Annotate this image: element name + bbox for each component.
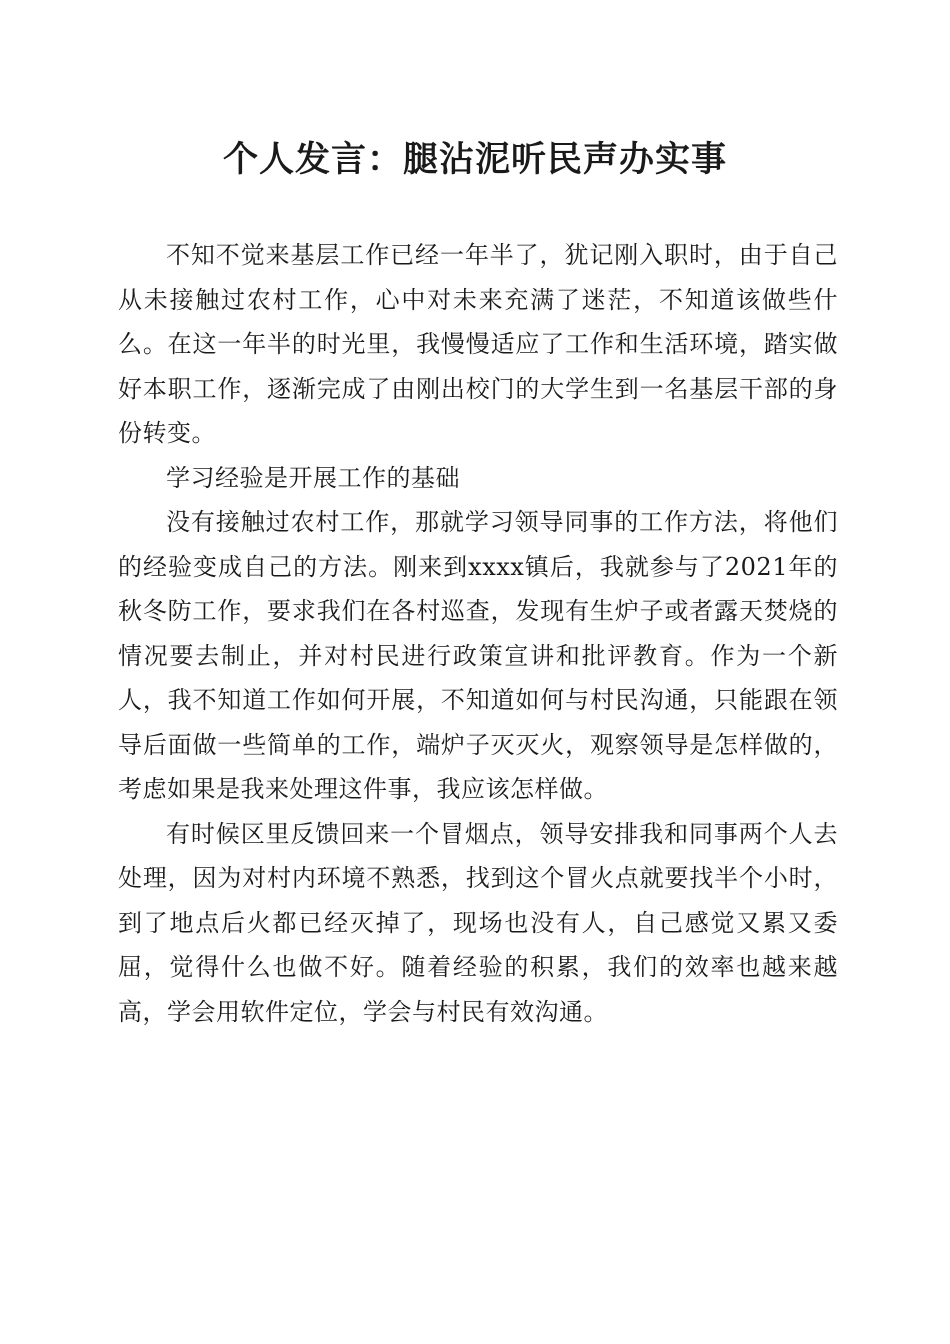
paragraph-smoke-point: 有时候区里反馈回来一个冒烟点，领导安排我和同事两个人去处理，因为对村内环境不熟悉，找到这个冒火点就要找半个小时，到了地点后火都已经灭掉了，现场也没有人，自己感觉又累又委屈，觉得什么也做不好。随着经验的积累，我们的效率也越来越高，学会用软件定位，学会与村民有效沟通。 [118, 819, 838, 1026]
document-body [118, 233, 838, 1034]
section-heading: 学习经验是开展工作的基础 [166, 463, 460, 492]
document-title: 个人发言：腿沾泥听民声办实事 [222, 139, 727, 180]
paragraph-intro: 不知不觉来基层工作已经一年半了，犹记刚入职时，由于自己从未接触过农村工作，心中对未来充满了迷茫，不知道该做些什么。在这一年半的时光里，我慢慢适应了工作和生活环境，踏实做好本职工作，逐渐完成了由刚出校门的大学生到一名基层干部的身份转变。 [118, 241, 838, 447]
paragraph-learning: 没有接触过农村工作，那就学习领导同事的工作方法，将他们的经验变成自己的方法。刚来到xxxx镇后，我就参与了2021年的秋冬防工作，要求我们在各村巡查，发现有生炉子或者露天焚烧的情况要去制止，并对村民进行政策宣讲和批评教育。作为一个新人，我不知道工作如何开展，不知道如何与村民沟通，只能跟在领导后面做一些简单的工作，端炉子灭灭火，观察领导是怎样做的，考虑如果是我来处理这件事，我应该怎样做。 [118, 508, 838, 803]
